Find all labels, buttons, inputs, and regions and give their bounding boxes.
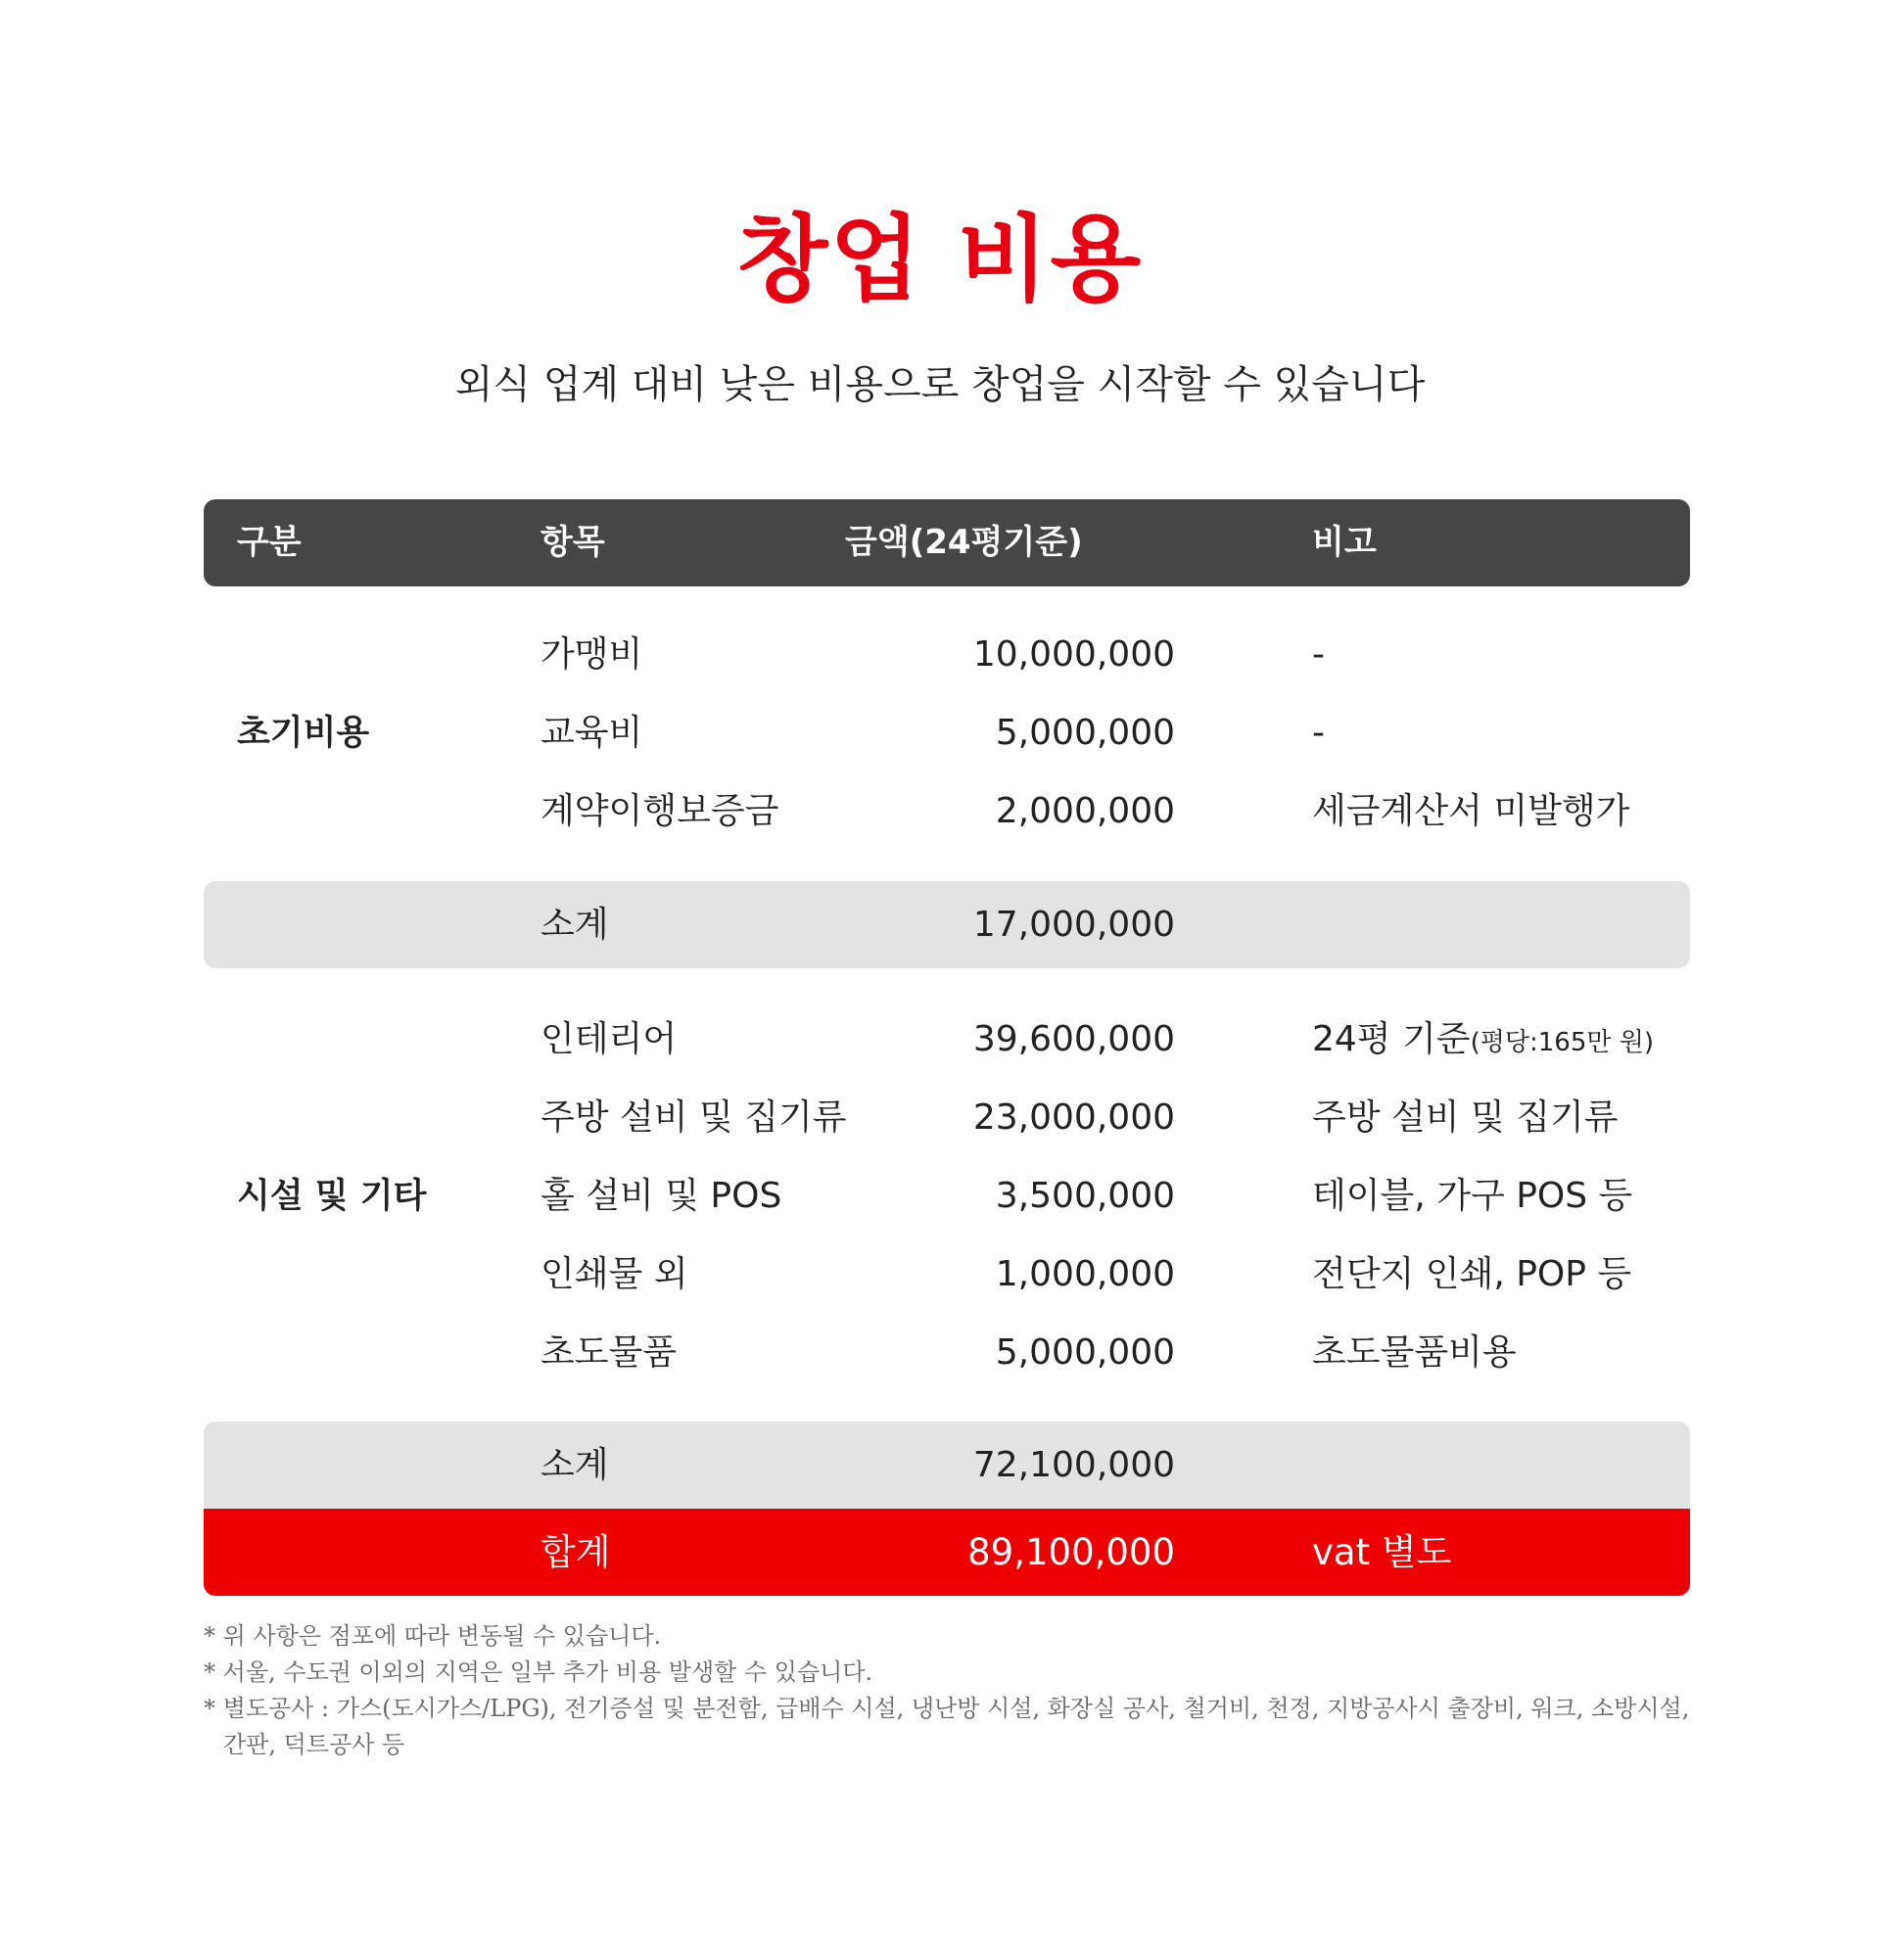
table-row — [204, 1079, 1690, 1157]
table-row — [204, 694, 1690, 772]
group-label: 초기비용 — [237, 714, 370, 753]
item-cell: 가맹비 — [540, 634, 643, 675]
total-label: 합계 — [540, 1531, 611, 1573]
footnote: * 위 사항은 점포에 따라 변동될 수 있습니다. — [204, 1622, 662, 1650]
group-initial-cost — [204, 586, 1690, 881]
amount-cell: 23,000,000 — [972, 1097, 1175, 1138]
header-note: 비고 — [1312, 523, 1377, 562]
subtotal-label: 소계 — [540, 905, 609, 945]
amount-cell: 3,500,000 — [995, 1176, 1175, 1216]
table-row — [204, 1157, 1690, 1236]
amount-cell: 39,600,000 — [972, 1019, 1175, 1059]
note-cell: 초도물품비용 — [1312, 1332, 1517, 1373]
table-header — [204, 499, 1690, 586]
table-row — [204, 616, 1690, 694]
table-row — [204, 1236, 1690, 1314]
footnotes — [204, 1618, 1692, 1763]
cost-table — [204, 499, 1690, 1596]
subtotal-label: 소계 — [540, 1445, 609, 1485]
page-subtitle: 외식 업계 대비 낮은 비용으로 창업을 시작할 수 있습니다 — [454, 362, 1426, 407]
subtotal-row-facilities — [204, 1422, 1690, 1509]
subtotal-amount: 17,000,000 — [972, 905, 1175, 945]
header-item: 항목 — [540, 523, 605, 562]
group-facilities — [204, 968, 1690, 1422]
item-cell: 초도물품 — [540, 1332, 678, 1373]
subtotal-amount: 72,100,000 — [972, 1445, 1175, 1485]
amount-cell: 1,000,000 — [995, 1254, 1175, 1294]
note-cell: - — [1312, 634, 1325, 675]
item-cell: 계약이행보증금 — [540, 791, 779, 831]
table-row — [204, 1001, 1690, 1079]
table-row — [204, 772, 1690, 851]
group-label: 시설 및 기타 — [237, 1177, 427, 1216]
amount-cell: 2,000,000 — [995, 791, 1175, 831]
table-row — [204, 1314, 1690, 1392]
note-detail: (평당:165만 원) — [1470, 1028, 1654, 1057]
footnote: * 서울, 수도권 이외의 지역은 일부 추가 비용 발생할 수 있습니다. — [204, 1658, 873, 1686]
note-cell: 테이블, 가구 POS 등 — [1312, 1176, 1633, 1216]
page-title: 창업 비용 — [736, 205, 1144, 314]
amount-cell: 5,000,000 — [995, 713, 1175, 753]
amount-cell: 5,000,000 — [995, 1332, 1175, 1373]
total-row — [204, 1509, 1690, 1596]
item-cell: 홀 설비 및 POS — [540, 1176, 782, 1216]
amount-cell: 10,000,000 — [972, 634, 1175, 675]
total-note: vat 별도 — [1312, 1531, 1452, 1573]
subtotal-row-initial — [204, 881, 1690, 968]
header-amount: 금액(24평기준) — [845, 523, 1083, 562]
footnote: * 별도공사 : 가스(도시가스/LPG), 전기증설 및 분전함, 급배수 시설, 냉난방 시설, 화장실 공사, 철거비, 천정, 지방공사시 출장비, 워크, 소방시설, 간판, 덕트공사 등 — [204, 1695, 1690, 1758]
note-cell: 전단지 인쇄, POP 등 — [1312, 1254, 1632, 1294]
note-cell: 주방 설비 및 집기류 — [1312, 1097, 1619, 1138]
note-main: 24평 기준 — [1312, 1019, 1471, 1059]
item-cell: 교육비 — [540, 713, 643, 753]
total-amount: 89,100,000 — [967, 1531, 1175, 1573]
header-category: 구분 — [237, 523, 302, 562]
note-cell: 세금계산서 미발행가 — [1312, 791, 1630, 831]
item-cell: 인쇄물 외 — [540, 1254, 688, 1294]
item-cell: 주방 설비 및 집기류 — [540, 1097, 847, 1138]
note-cell: - — [1312, 713, 1325, 753]
note-cell — [1312, 1001, 1654, 1082]
item-cell: 인테리어 — [540, 1019, 678, 1059]
